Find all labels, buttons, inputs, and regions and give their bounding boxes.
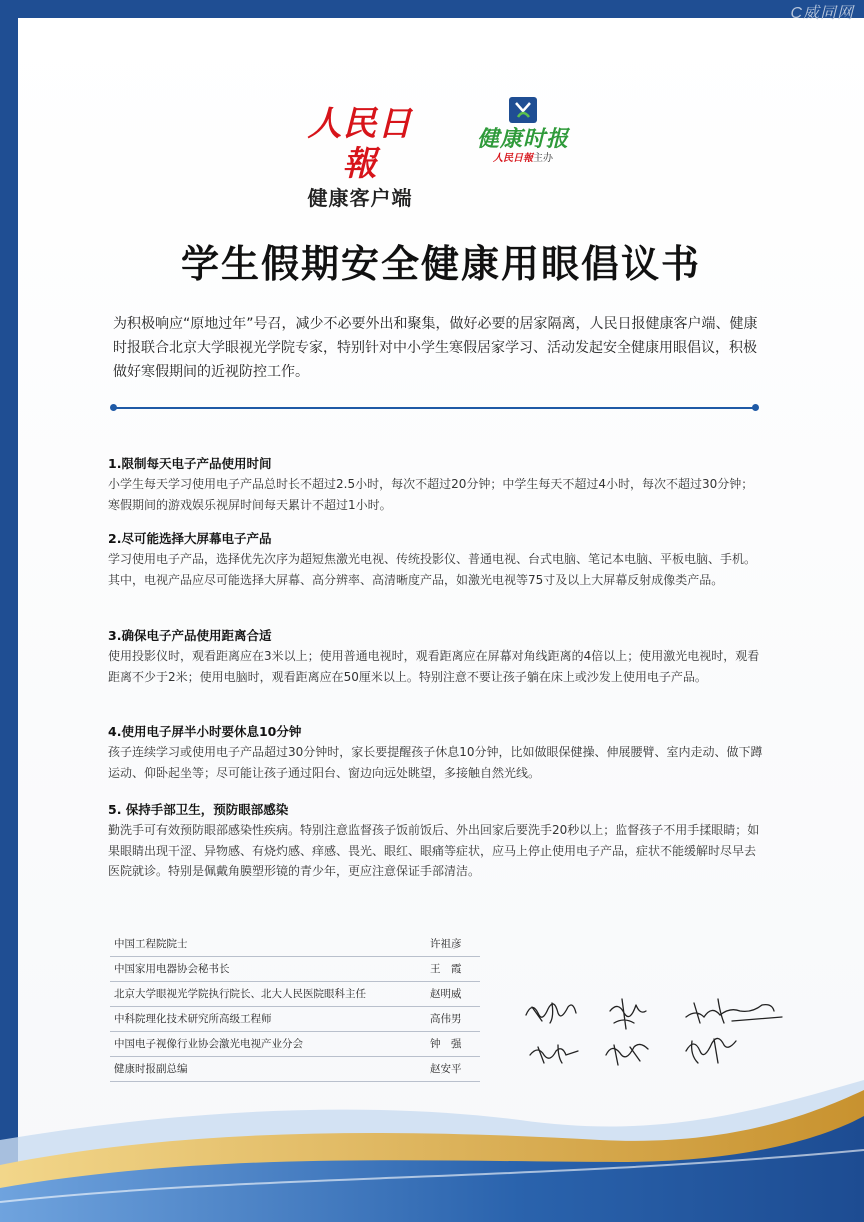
section-5: [108, 800, 764, 882]
signatory-role: 中科院理化技术研究所高级工程师: [114, 1013, 272, 1025]
signatory-table: [110, 932, 480, 1082]
signatory-role: 中国家用电器协会秘书长: [114, 963, 230, 975]
signature-3: [686, 999, 782, 1023]
people-daily-health-logo: [296, 104, 424, 210]
section-title: 5. 保持手部卫生，预防眼部感染: [108, 802, 289, 817]
signatory-name: 钟 强: [430, 1038, 462, 1050]
publisher-name: 人民日報: [493, 153, 533, 164]
top-frame-bar: [0, 0, 864, 18]
bottom-wave-decoration: [0, 1070, 864, 1222]
signature-6: [686, 1038, 736, 1063]
section-2: [108, 529, 764, 590]
document-title: 学生假期安全健康用眼倡议书: [180, 242, 701, 286]
publisher-suffix: 主办: [533, 153, 553, 164]
signatory-name: 赵安平: [430, 1063, 462, 1075]
section-3: [108, 626, 764, 687]
table-row: [110, 1007, 480, 1032]
section-title: 4.使用电子屏半小时要休息10分钟: [108, 724, 302, 739]
health-times-logo: [468, 96, 578, 166]
health-times-publisher: [468, 152, 578, 166]
signatory-role: 中国工程院院士: [114, 938, 188, 950]
section-body: 勤洗手可有效预防眼部感染性疾病。特别注意监督孩子饭前饭后、外出回家后要洗手20秒以上；监督孩子不用手揉眼睛；如果眼睛出现干涩、异物感、有烧灼感、痒感、畏光、眼红、眼痛等症状，应马上停止使用电子产品，症状不能缓解时尽早去医院就诊。特别是佩戴角膜塑形镜的青少年，更应注意保证手部清洁。: [108, 823, 760, 878]
signatory-role: 健康时报副总编: [114, 1063, 188, 1075]
section-title: 1.限制每天电子产品使用时间: [108, 456, 272, 471]
watermark: C威同网: [790, 5, 854, 22]
people-daily-wordmark: 人民日報: [307, 104, 413, 184]
signatory-name: 王 霞: [430, 963, 462, 975]
handwritten-signatures: [518, 985, 798, 1075]
section-4: [108, 722, 764, 783]
signature-5: [606, 1044, 648, 1065]
signatory-name: 高伟男: [430, 1013, 462, 1025]
section-1: [108, 454, 764, 515]
left-frame-bar: [0, 0, 18, 1222]
divider-dot-left: [110, 404, 117, 411]
signatory-name: 赵明威: [430, 988, 462, 1000]
table-row: [110, 1032, 480, 1057]
signatory-role: 北京大学眼视光学院执行院长、北大人民医院眼科主任: [114, 988, 366, 1000]
table-row: [110, 982, 480, 1007]
health-client-label: 健康客户端: [307, 186, 413, 210]
section-body: 孩子连续学习或使用电子产品超过30分钟时，家长要提醒孩子休息10分钟，比如做眼保健操、伸展腰臂、室内走动、做下蹲运动、仰卧起坐等；尽可能让孩子通过阳台、窗边向远处眺望，多接触自然光线。: [108, 745, 763, 780]
divider-dot-right: [752, 404, 759, 411]
section-title: 3.确保电子产品使用距离合适: [108, 628, 272, 643]
health-times-emblem-icon: [506, 96, 540, 124]
table-row: [110, 957, 480, 982]
section-divider: [113, 407, 755, 409]
section-body: 学习使用电子产品，选择优先次序为超短焦激光电视、传统投影仪、普通电视、台式电脑、笔记本电脑、平板电脑、手机。其中，电视产品应尽可能选择大屏幕、高分辨率、高清晰度产品，如激光电视等75寸及以上大屏幕反射成像类产品。: [108, 552, 757, 587]
signatory-role: 中国电子视像行业协会激光电视产业分会: [114, 1038, 303, 1050]
signatory-name: 许祖彦: [430, 938, 462, 950]
signature-1: [526, 1003, 576, 1023]
intro-paragraph: 为积极响应“原地过年”号召，减少不必要外出和聚集，做好必要的居家隔离，人民日报健康客户端、健康时报联合北京大学眼视光学院专家，特别针对中小学生寒假居家学习、活动发起安全健康用眼倡议，积极做好寒假期间的近视防控工作。: [113, 316, 758, 380]
table-row: [110, 932, 480, 957]
signature-4: [530, 1045, 578, 1063]
health-times-wordmark: 健康时报: [476, 126, 569, 152]
section-title: 2.尽可能选择大屏幕电子产品: [108, 531, 272, 546]
signature-2: [610, 999, 646, 1029]
section-body: 使用投影仪时，观看距离应在3米以上；使用普通电视时，观看距离应在屏幕对角线距离的4倍以上；使用激光电视时，观看距离不少于2米；使用电脑时，观看距离应在50厘米以上。特别注意不要让孩子躺在床上或沙发上使用电子产品。: [108, 649, 760, 684]
section-body: 小学生每天学习使用电子产品总时长不超过2.5小时，每次不超过20分钟；中学生每天不超过4小时，每次不超过30分钟；寒假期间的游戏娱乐视屏时间每天累计不超过1小时。: [108, 477, 754, 512]
